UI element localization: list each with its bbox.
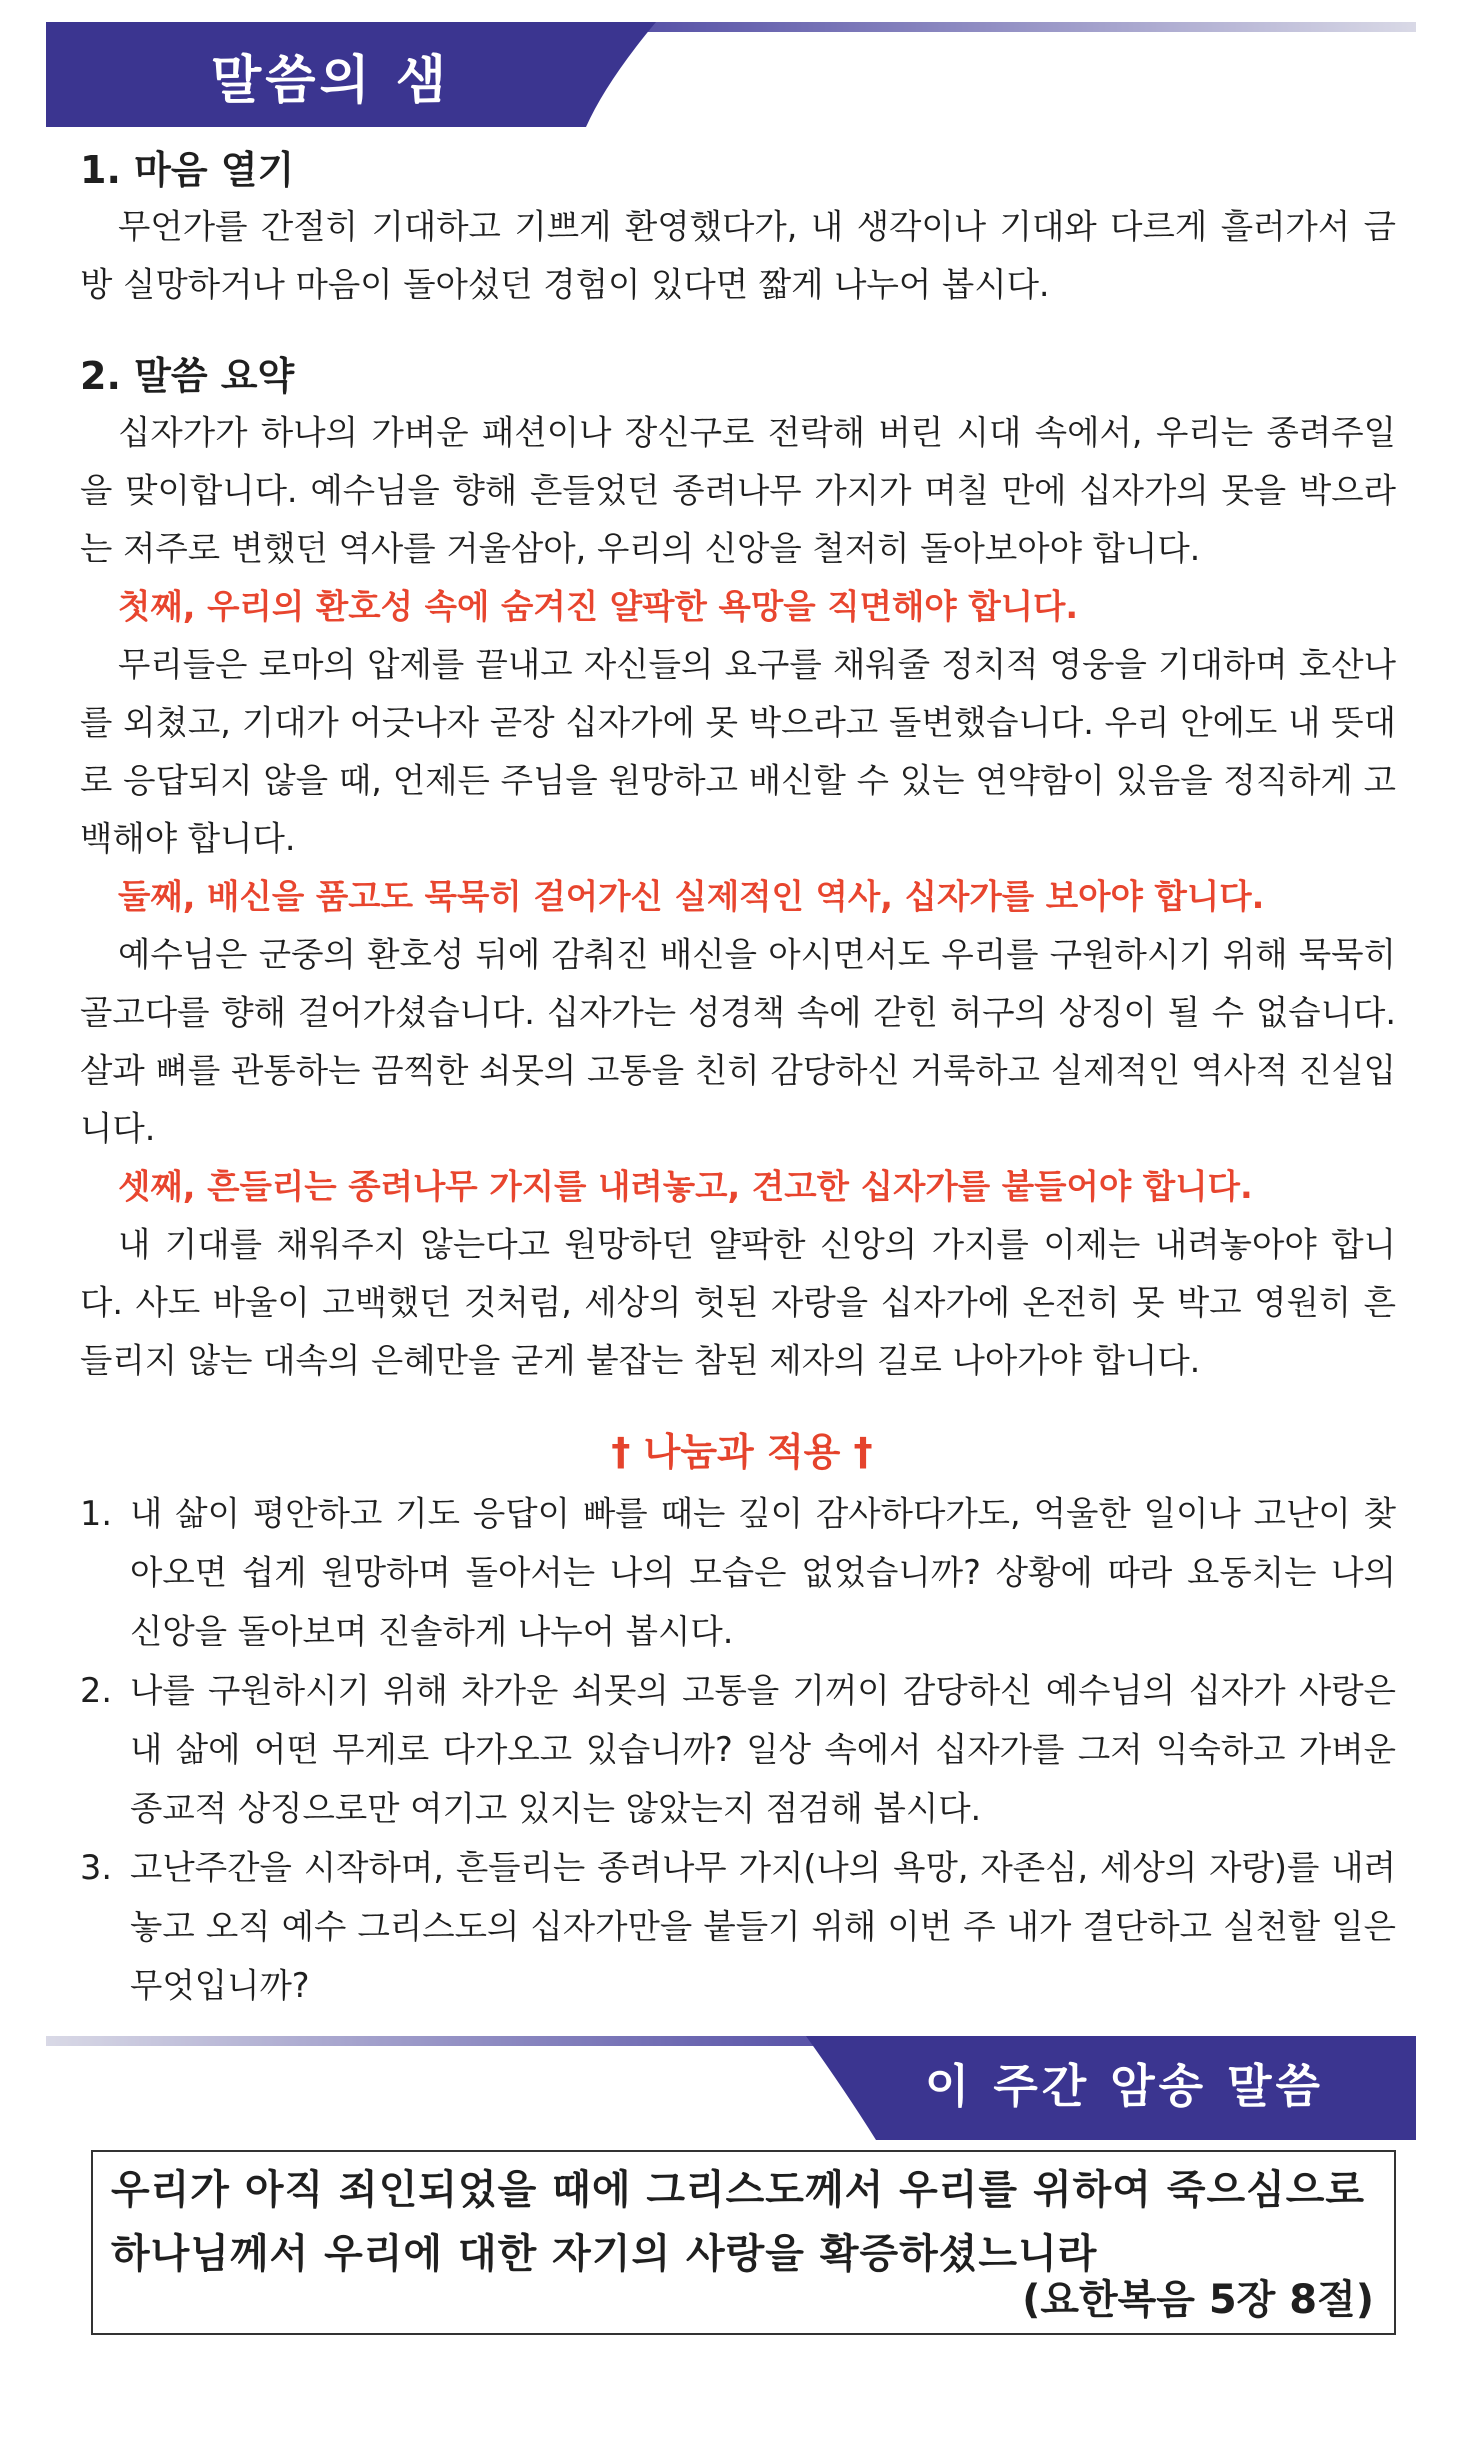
section-body: 무언가를 간절히 기대하고 기쁘게 환영했다가, 내 생각이나 기대와 다르게 흘러가서 금방 실망하거나 마음이 돌아섰던 경험이 있다면 짧게 나누어 봅시다.: [80, 207, 1396, 304]
question-number: 1.: [80, 1494, 112, 1533]
question-list: [80, 1484, 1396, 2015]
memory-verse-reference: (요한복음 5장 8절): [1022, 2277, 1374, 2323]
point-2: 둘째, 배신을 품고도 묵묵히 걸어가신 실제적인 역사, 십자가를 보아야 합니다.: [118, 877, 1265, 916]
header-banner: [46, 22, 1416, 127]
summary-intro: 십자가가 하나의 가벼운 패션이나 장신구로 전락해 버린 시대 속에서, 우리는 종려주일을 맞이합니다. 예수님을 향해 흔들었던 종려나무 가지가 며칠 만에 십자가의 못을 박으라는 저주로 변했던 역사를 거울삼아, 우리의 신앙을 철저히 돌아보아야 합니다.: [80, 413, 1396, 568]
section-heading: 1. 마음 열기: [80, 148, 295, 192]
section-sermon-summary: [80, 348, 1396, 1390]
header-title: 말씀의 샘: [211, 51, 451, 111]
question-text: 고난주간을 시작하며, 흔들리는 종려나무 가지(나의 욕망, 자존심, 세상의 자랑)를 내려놓고 오직 예수 그리스도의 십자가만을 붙들기 위해 이번 주 내가 결단하고 실천할 일은 무엇입니까?: [130, 1848, 1396, 2005]
list-item: [80, 1484, 1396, 1661]
memory-verse-box: [91, 2150, 1396, 2335]
section-open-heart: [80, 142, 1396, 314]
point-1-body: 무리들은 로마의 압제를 끝내고 자신들의 요구를 채워줄 정치적 영웅을 기대하며 호산나를 외쳤고, 기대가 어긋나자 곧장 십자가에 못 박으라고 돌변했습니다. 우리 안에도 내 뜻대로 응답되지 않을 때, 언제든 주님을 원망하고 배신할 수 있는 연약함이 있음을 정직하게 고백해야 합니다.: [80, 645, 1396, 858]
question-text: 나를 구원하시기 위해 차가운 쇠못의 고통을 기꺼이 감당하신 예수님의 십자가 사랑은 내 삶에 어떤 무게로 다가오고 있습니까? 일상 속에서 십자가를 그저 익숙하고 가벼운 종교적 상징으로만 여기고 있지는 않았는지 점검해 봅시다.: [130, 1671, 1396, 1828]
list-item: [80, 1838, 1396, 2015]
question-number: 2.: [80, 1671, 112, 1710]
memory-verse-title: 이 주간 암송 말씀: [924, 2059, 1324, 2113]
point-3-body: 내 기대를 채워주지 않는다고 원망하던 얄팍한 신앙의 가지를 이제는 내려놓아야 합니다. 사도 바울이 고백했던 것처럼, 세상의 헛된 자랑을 십자가에 온전히 못 박고 영원히 흔들리지 않는 대속의 은혜만을 굳게 붙잡는 참된 제자의 길로 나아가야 합니다.: [80, 1225, 1396, 1380]
memory-verse-banner: [46, 2032, 1416, 2140]
memory-verse-text: 우리가 아직 죄인되었을 때에 그리스도께서 우리를 위하여 죽으심으로 하나님께서 우리에 대한 자기의 사랑을 확증하셨느니라: [111, 2167, 1366, 2277]
sharing-title: † 나눔과 적용 †: [611, 1430, 873, 1474]
list-item: [80, 1661, 1396, 1838]
question-text: 내 삶이 평안하고 기도 응답이 빠를 때는 깊이 감사하다가도, 억울한 일이나 고난이 찾아오면 쉽게 원망하며 돌아서는 나의 모습은 없었습니까? 상황에 따라 요동치는 나의 신앙을 돌아보며 진솔하게 나누어 봅시다.: [130, 1494, 1396, 1651]
point-2-body: 예수님은 군중의 환호성 뒤에 감춰진 배신을 아시면서도 우리를 구원하시기 위해 묵묵히 골고다를 향해 걸어가셨습니다. 십자가는 성경책 속에 갇힌 허구의 상징이 될 수 없습니다. 살과 뼈를 관통하는 끔찍한 쇠못의 고통을 친히 감당하신 거룩하고 실제적인 역사적 진실입니다.: [80, 935, 1396, 1148]
point-1: 첫째, 우리의 환호성 속에 숨겨진 얄팍한 욕망을 직면해야 합니다.: [118, 587, 1079, 626]
section-heading: 2. 말씀 요약: [80, 354, 295, 398]
point-3: 셋째, 흔들리는 종려나무 가지를 내려놓고, 견고한 십자가를 붙들어야 합니다.: [118, 1167, 1253, 1206]
question-number: 3.: [80, 1848, 112, 1887]
